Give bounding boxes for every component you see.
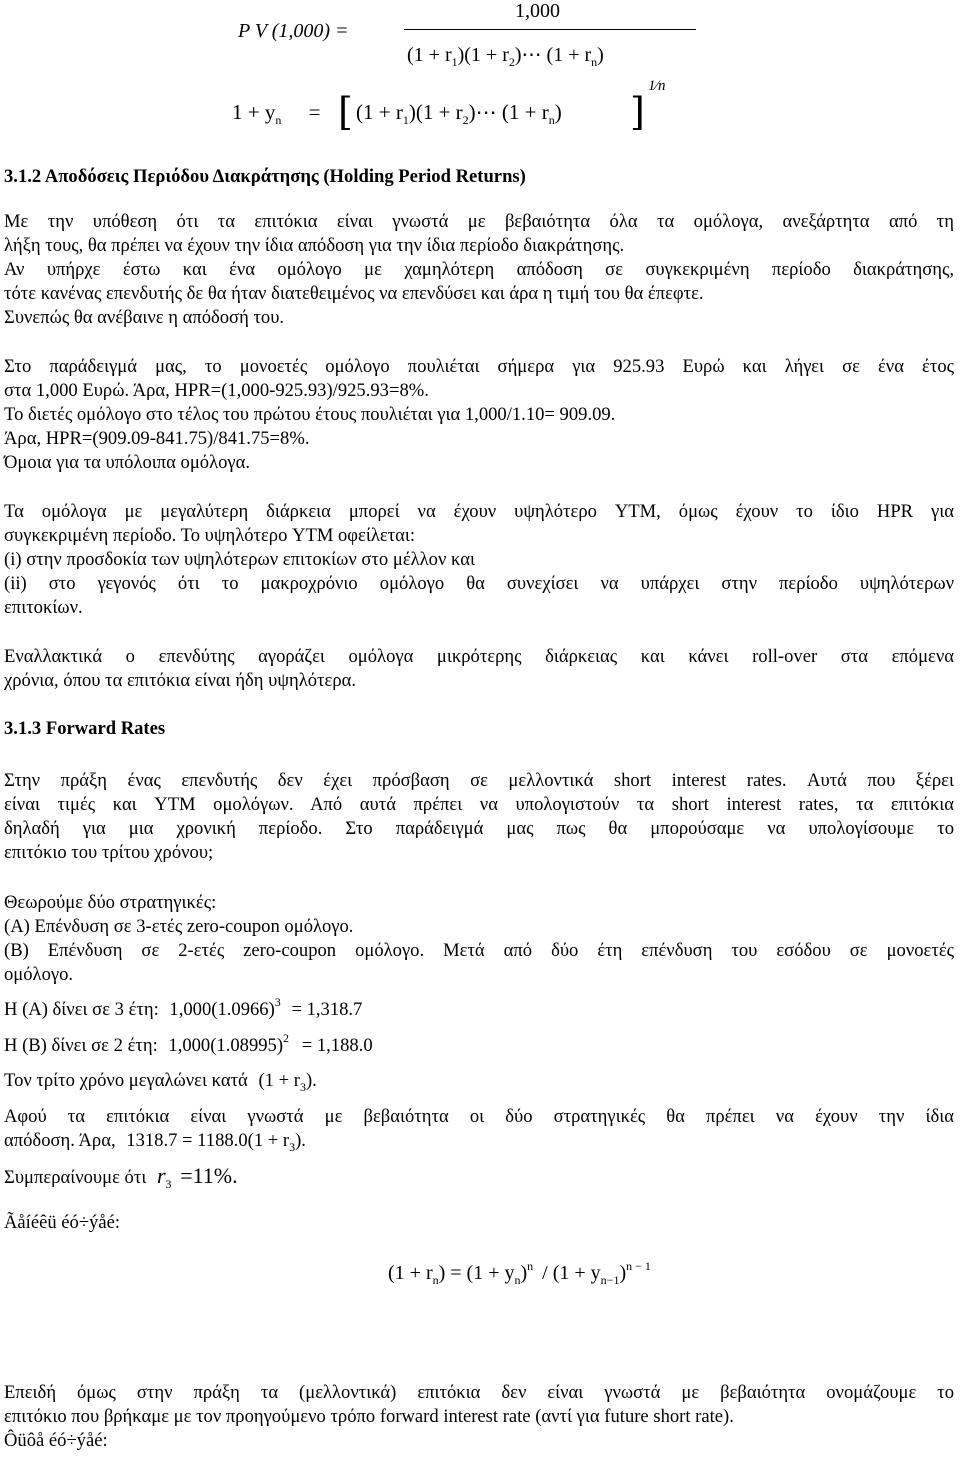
section-heading-forward: 3.1.3 Forward Rates bbox=[4, 718, 166, 739]
paragraph-line: επιτόκιο του τρίτου χρόνου; bbox=[4, 842, 214, 863]
yield-formula-rhs bbox=[338, 78, 668, 140]
gen-sub: n bbox=[432, 1273, 439, 1287]
pv-den-part: )(1 + r bbox=[457, 44, 509, 66]
paragraph-line: Στην πράξη ένας επενδυτής δεν έχει πρόσβαση σε μελλοντικά short interest rates. Αυτά που ξέρει bbox=[4, 770, 954, 791]
section-heading-hpr: 3.1.2 Αποδόσεις Περιόδου Διακράτησης (Holding Period Returns) bbox=[4, 166, 526, 187]
strategy-b-label: Η (Β) δίνει σε 2 έτη: bbox=[4, 1035, 158, 1056]
paragraph-line: Στο παράδειγμά μας, το μονοετές ομόλογο πουλιέται σήμερα για 925.93 Ευρώ και λήγει σε ένα έτος bbox=[4, 356, 954, 377]
garbled-heading-2: Ôüôå éó÷ýåé: bbox=[4, 1430, 108, 1451]
strategy-a-label: Η (Α) δίνει σε 3 έτη: bbox=[4, 999, 159, 1020]
gen-math: ) = (1 + y bbox=[438, 1262, 515, 1284]
paragraph-line: Το διετές ομόλογο στο τέλος του πρώτου έτους πουλιέται για 1,000/1.10= 909.09. bbox=[4, 404, 616, 425]
pv-den-part: )⋯ (1 + r bbox=[514, 44, 592, 66]
conclusion-label: Συμπεραίνουμε ότι bbox=[4, 1167, 147, 1188]
paragraph-line: (i) στην προσδοκία των υψηλότερων επιτοκίων στο μέλλον και bbox=[4, 549, 475, 570]
y-rhs-part: (1 + r bbox=[356, 100, 403, 124]
y-rhs-part: )(1 + r bbox=[408, 100, 463, 124]
gen-exp: n bbox=[527, 1259, 534, 1273]
left-bracket: [ bbox=[338, 90, 353, 134]
right-bracket: ] bbox=[630, 90, 645, 134]
gen-math: ) bbox=[520, 1262, 528, 1284]
y-rhs-sub: 2 bbox=[462, 113, 469, 127]
gen-math: / (1 + y bbox=[542, 1262, 601, 1284]
paragraph-line: (B) Επένδυση σε 2-ετές zero-coupon ομόλογο. Μετά από δύο έτη επένδυση του εσόδου σε μονοετές bbox=[4, 940, 954, 961]
p7-math: 1318.7 = 1188.0(1 + r bbox=[126, 1130, 290, 1151]
y-lhs-sub: n bbox=[275, 113, 282, 127]
y-lhs: 1 + y bbox=[232, 100, 276, 124]
paragraph-line: (A) Επένδυση σε 3-ετές zero-coupon ομόλογο. bbox=[4, 916, 354, 937]
paragraph-line: Επειδή όμως στην πράξη τα (μελλοντικά) επιτόκια δεν είναι γνωστά με βεβαιότητα ονομάζουμε το bbox=[4, 1382, 954, 1403]
conclusion-sub: 3 bbox=[165, 1177, 172, 1191]
pv-den-sub: 2 bbox=[508, 55, 515, 69]
paragraph-line: Όμοια για τα υπόλοιπα ομόλογα. bbox=[4, 452, 251, 473]
paragraph-line: λήξη τους, θα πρέπει να έχουν την ίδια απόδοση για την ίδια περίοδο διακράτησης. bbox=[4, 235, 625, 256]
strategy-b-result: = 1,188.0 bbox=[301, 1035, 373, 1056]
paragraph-line: είναι τιμές και YTM ομολόγων. Από αυτά πρέπει να υπολογιστούν τα short interest rates, τα επιτόκια bbox=[4, 794, 954, 815]
paragraph-line: Τα ομόλογα με μεγαλύτερη διάρκεια μπορεί να έχουν υψηλότερο YTM, όμως έχουν το ίδιο HPR για bbox=[4, 501, 954, 522]
pv-num-text: 1,000 bbox=[515, 0, 560, 22]
paragraph-line: Εναλλακτικά ο επενδύτης αγοράζει ομόλογα μικρότερης διάρκειας και κάνει roll-over στα επόμενα bbox=[4, 646, 954, 667]
p7-math-sub: 3 bbox=[289, 1140, 296, 1154]
general-forward-formula bbox=[388, 1259, 651, 1287]
third-year-line bbox=[4, 1070, 954, 1093]
strategy-b-math: 1,000(1.08995) bbox=[168, 1035, 284, 1056]
third-year-sub: 3 bbox=[299, 1080, 306, 1094]
paragraph-line: Άρα, HPR=(909.09-841.75)/841.75=8%. bbox=[4, 428, 310, 449]
strategy-a-math: 1,000(1.0966) bbox=[169, 999, 275, 1020]
paragraph-line: Συνεπώς θα ανέβαινε η απόδοσή του. bbox=[4, 307, 285, 328]
pv-formula-lhs bbox=[238, 20, 349, 43]
gen-math: ) bbox=[619, 1262, 627, 1284]
gen-exp: n − 1 bbox=[626, 1259, 651, 1273]
conclusion-value: =11%. bbox=[180, 1163, 238, 1188]
paragraph-line: δηλαδή για μια χρονική περίοδο. Στο παράδειγμά μας πως θα μπορούσαμε να υπολογίσουμε το bbox=[4, 818, 954, 839]
third-year-math: ). bbox=[305, 1070, 317, 1091]
conclusion-r: r bbox=[156, 1163, 166, 1188]
y-rhs-sub: n bbox=[548, 113, 555, 127]
paragraph-line-with-math bbox=[4, 1130, 954, 1153]
strategy-a-exp: 3 bbox=[274, 995, 281, 1009]
paragraph-line: χρόνια, όπου τα επιτόκια είναι ήδη υψηλότερα. bbox=[4, 670, 357, 691]
third-year-math: (1 + r bbox=[258, 1070, 300, 1091]
paragraph-line: στα 1,000 Ευρώ. Άρα, HPR=(1,000-925.93)/925.93=8%. bbox=[4, 380, 429, 401]
paragraph-line: ομόλογο. bbox=[4, 964, 74, 985]
paragraph-line: επιτοκίων. bbox=[4, 597, 83, 618]
paragraph-line: Θεωρούμε δύο στρατηγικές: bbox=[4, 892, 217, 913]
pv-den-sub: n bbox=[591, 55, 598, 69]
paragraph-line: (ii) στο γεγονός ότι το μακροχρόνιο ομόλογο θα συνεχίσει να υπάρχει στην περίοδο υψηλότερων bbox=[4, 573, 954, 594]
gen-sub: n−1 bbox=[600, 1273, 620, 1287]
p7-math: ). bbox=[295, 1130, 306, 1151]
y-equals: = bbox=[308, 100, 321, 124]
strategy-b-line bbox=[4, 1031, 954, 1058]
y-rhs-sub: 1 bbox=[402, 113, 409, 127]
pv-denominator bbox=[407, 42, 604, 67]
garbled-heading-1: Ãåíéêü éó÷ýåé: bbox=[4, 1212, 121, 1233]
pv-den-part: (1 + r bbox=[407, 44, 452, 66]
paragraph-line: τότε κανένας επενδυτής δε θα ήταν διατεθειμένος να επενδύσει και άρα η τιμή του θα έπεφτε. bbox=[4, 283, 704, 304]
paragraph-line: Με την υπόθεση ότι τα επιτόκια είναι γνωστά με βεβαιότητα όλα τα ομόλογα, ανεξάρτητα από τη bbox=[4, 211, 954, 232]
pv-numerator bbox=[515, 0, 560, 23]
paragraph-line: επιτόκιο που βρήκαμε με τον προηγούμενο τρόπο forward interest rate (αντί για future short rate). bbox=[4, 1406, 734, 1427]
strategy-a-result: = 1,318.7 bbox=[291, 999, 363, 1020]
p7-text: απόδοση. Άρα, bbox=[4, 1130, 116, 1151]
y-rhs-part: ) bbox=[554, 100, 562, 124]
gen-sub: n bbox=[514, 1273, 521, 1287]
yield-formula bbox=[232, 100, 320, 125]
y-rhs-part: )⋯ (1 + r bbox=[468, 100, 549, 124]
y-exponent: 1⁄n bbox=[648, 78, 666, 94]
strategy-b-exp: 2 bbox=[283, 1031, 290, 1045]
paragraph-line: Αφού τα επιτόκια είναι γνωστά με βεβαιότητα οι δύο στρατηγικές θα πρέπει να έχουν την ίδια bbox=[4, 1106, 954, 1127]
pv-den-sub: 1 bbox=[451, 55, 458, 69]
pv-fraction-bar bbox=[404, 29, 696, 30]
third-year-label: Τον τρίτο χρόνο μεγαλώνει κατά bbox=[4, 1070, 248, 1091]
pv-lhs-text: P V (1,000) = bbox=[238, 20, 349, 42]
y-rhs-body bbox=[356, 100, 562, 125]
conclusion-line bbox=[4, 1165, 954, 1190]
paragraph-line: Αν υπήρχε έστω και ένα ομόλογο με χαμηλότερη απόδοση σε συγκεκριμένη περίοδο διακράτησης, bbox=[4, 259, 954, 280]
gen-math: (1 + r bbox=[388, 1262, 433, 1284]
pv-den-part: ) bbox=[597, 44, 604, 66]
strategy-a-line bbox=[4, 995, 954, 1022]
paragraph-line: συγκεκριμένη περίοδο. Το υψηλότερο YTM οφείλεται: bbox=[4, 525, 416, 546]
